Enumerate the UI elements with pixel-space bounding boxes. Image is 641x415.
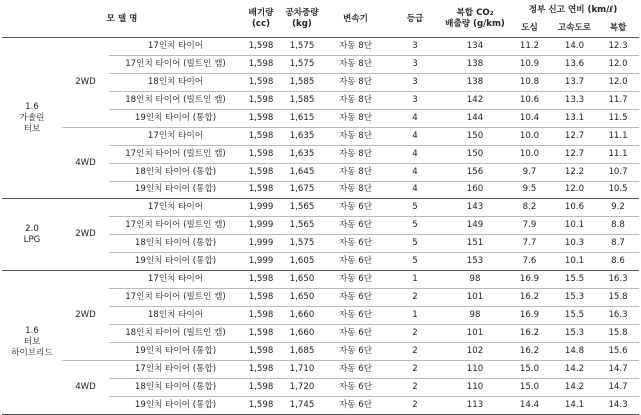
- co2-cell: 134: [443, 38, 507, 56]
- combined-cell: 12.3: [597, 38, 639, 56]
- displacement-cell: 1,598: [242, 38, 280, 56]
- co2-cell: 142: [443, 91, 507, 109]
- city-cell: 7.6: [507, 253, 552, 271]
- tire-cell: 18인치 타이어 (빌트인 캠): [109, 325, 242, 343]
- displacement-cell: 1,598: [242, 307, 280, 325]
- displacement-cell: 1,598: [242, 145, 280, 163]
- combined-cell: 16.3: [597, 307, 639, 325]
- tire-cell: 19인치 타이어 (통합): [109, 253, 242, 271]
- transmission-cell: 자동 6단: [324, 325, 387, 343]
- highway-cell: 15.3: [552, 325, 597, 343]
- weight-cell: 1,585: [280, 91, 324, 109]
- drive-cell: 4WD: [62, 127, 109, 199]
- tire-cell: 18인치 타이어: [109, 307, 242, 325]
- weight-cell: 1,660: [280, 307, 324, 325]
- weight-cell: 1,575: [280, 38, 324, 56]
- combined-cell: 15.6: [597, 342, 639, 360]
- drive-cell: 2WD: [62, 199, 109, 271]
- table-row: [2, 271, 639, 289]
- city-cell: 15.0: [507, 360, 552, 378]
- highway-cell: 15.5: [552, 271, 597, 289]
- grade-cell: 4: [387, 127, 443, 145]
- grade-cell: 2: [387, 396, 443, 414]
- co2-header: 복합 CO₂ 배출량 (g/km): [443, 1, 507, 38]
- highway-cell: 13.6: [552, 55, 597, 73]
- combined-cell: 8.8: [597, 217, 639, 235]
- weight-cell: 1,585: [280, 73, 324, 91]
- highway-cell: 14.2: [552, 378, 597, 396]
- combined-cell: 11.5: [597, 109, 639, 127]
- tire-cell: 18인치 타이어 (통합): [109, 235, 242, 253]
- displacement-cell: 1,598: [242, 127, 280, 145]
- highway-cell: 15.3: [552, 289, 597, 307]
- displacement-cell: 1,598: [242, 378, 280, 396]
- weight-cell: 1,675: [280, 181, 324, 199]
- transmission-cell: 자동 6단: [324, 289, 387, 307]
- co2-cell: 150: [443, 127, 507, 145]
- tire-cell: 17인치 타이어 (빌트인 캠): [109, 145, 242, 163]
- drive-cell: 2WD: [62, 38, 109, 128]
- co2-cell: 160: [443, 181, 507, 199]
- combined-cell: 8.6: [597, 253, 639, 271]
- city-cell: 16.9: [507, 271, 552, 289]
- transmission-cell: 자동 6단: [324, 342, 387, 360]
- weight-cell: 1,720: [280, 378, 324, 396]
- displacement-cell: 1,598: [242, 109, 280, 127]
- grade-cell: 5: [387, 199, 443, 217]
- combined-cell: 15.8: [597, 325, 639, 343]
- displacement-cell: 1,598: [242, 342, 280, 360]
- co2-cell: 113: [443, 396, 507, 414]
- transmission-cell: 자동 6단: [324, 199, 387, 217]
- highway-cell: 10.1: [552, 217, 597, 235]
- co2-cell: 149: [443, 217, 507, 235]
- weight-cell: 1,650: [280, 289, 324, 307]
- combined-cell: 14.7: [597, 360, 639, 378]
- displacement-cell: 1,598: [242, 360, 280, 378]
- city-cell: 10.0: [507, 145, 552, 163]
- transmission-cell: 자동 6단: [324, 396, 387, 414]
- displacement-cell: 1,598: [242, 325, 280, 343]
- combined-cell: 14.7: [597, 378, 639, 396]
- highway-cell: 15.5: [552, 307, 597, 325]
- transmission-cell: 자동 8단: [324, 109, 387, 127]
- city-cell: 9.7: [507, 163, 552, 181]
- highway-cell: 13.7: [552, 73, 597, 91]
- city-cell: 7.9: [507, 217, 552, 235]
- city-cell: 14.4: [507, 396, 552, 414]
- combined-cell: 8.7: [597, 235, 639, 253]
- table-row: [2, 38, 639, 56]
- grade-cell: 4: [387, 163, 443, 181]
- transmission-cell: 자동 8단: [324, 145, 387, 163]
- combined-cell: 11.7: [597, 91, 639, 109]
- co2-cell: 98: [443, 307, 507, 325]
- highway-cell: 12.0: [552, 181, 597, 199]
- tire-cell: 18인치 타이어 (빌트인 캠): [109, 91, 242, 109]
- weight-cell: 1,565: [280, 217, 324, 235]
- co2-cell: 144: [443, 109, 507, 127]
- co2-cell: 156: [443, 163, 507, 181]
- engine-cell: 2.0 LPG: [2, 199, 62, 271]
- displacement-cell: 1,999: [242, 253, 280, 271]
- weight-cell: 1,650: [280, 271, 324, 289]
- tire-cell: 17인치 타이어: [109, 271, 242, 289]
- combined-cell: 10.5: [597, 181, 639, 199]
- highway-cell: 10.3: [552, 235, 597, 253]
- city-cell: 10.9: [507, 55, 552, 73]
- combined-cell: 11.1: [597, 145, 639, 163]
- co2-cell: 150: [443, 145, 507, 163]
- co2-cell: 138: [443, 73, 507, 91]
- combined-cell: 14.3: [597, 396, 639, 414]
- grade-cell: 3: [387, 55, 443, 73]
- co2-cell: 102: [443, 342, 507, 360]
- co2-cell: 151: [443, 235, 507, 253]
- highway-cell: 13.1: [552, 109, 597, 127]
- grade-cell: 2: [387, 342, 443, 360]
- tire-cell: 19인치 타이어 (통합): [109, 342, 242, 360]
- efficiency-header: 정부 신고 연비 (km/ℓ): [528, 4, 618, 15]
- table-body: [2, 38, 639, 415]
- co2-cell: 143: [443, 199, 507, 217]
- displacement-cell: 1,598: [242, 55, 280, 73]
- displacement-header: 배기량 (cc): [242, 1, 280, 38]
- combined-cell: 10.7: [597, 163, 639, 181]
- transmission-cell: 자동 8단: [324, 163, 387, 181]
- grade-cell: 5: [387, 217, 443, 235]
- grade-cell: 2: [387, 378, 443, 396]
- combined-cell: 12.0: [597, 55, 639, 73]
- grade-header: 등급: [387, 1, 443, 38]
- co2-cell: 101: [443, 289, 507, 307]
- combined-cell: 12.0: [597, 73, 639, 91]
- model-header: 모 델 명: [2, 1, 242, 38]
- grade-cell: 4: [387, 181, 443, 199]
- city-cell: 10.6: [507, 91, 552, 109]
- highway-cell: 14.2: [552, 360, 597, 378]
- weight-cell: 1,635: [280, 127, 324, 145]
- weight-cell: 1,635: [280, 145, 324, 163]
- table-row: [2, 127, 639, 145]
- grade-cell: 1: [387, 271, 443, 289]
- tire-cell: 17인치 타이어 (빌트인 캠): [109, 217, 242, 235]
- highway-cell: 13.3: [552, 91, 597, 109]
- tire-cell: 17인치 타이어: [109, 38, 242, 56]
- weight-cell: 1,605: [280, 253, 324, 271]
- tire-cell: 19인치 타이어 (통합): [109, 396, 242, 414]
- grade-cell: 4: [387, 145, 443, 163]
- weight-cell: 1,575: [280, 235, 324, 253]
- tire-cell: 17인치 타이어: [109, 199, 242, 217]
- transmission-cell: 자동 6단: [324, 271, 387, 289]
- combined-cell: 11.1: [597, 127, 639, 145]
- displacement-cell: 1,999: [242, 217, 280, 235]
- grade-cell: 2: [387, 360, 443, 378]
- grade-cell: 3: [387, 73, 443, 91]
- highway-header: 고속도로: [552, 19, 597, 38]
- table-row: [2, 199, 639, 217]
- transmission-cell: 자동 8단: [324, 73, 387, 91]
- displacement-cell: 1,999: [242, 235, 280, 253]
- city-cell: 15.0: [507, 378, 552, 396]
- displacement-cell: 1,598: [242, 181, 280, 199]
- displacement-cell: 1,598: [242, 289, 280, 307]
- city-cell: 9.5: [507, 181, 552, 199]
- transmission-cell: 자동 8단: [324, 91, 387, 109]
- transmission-header: 변속기: [324, 1, 387, 38]
- transmission-cell: 자동 8단: [324, 55, 387, 73]
- transmission-cell: 자동 6단: [324, 360, 387, 378]
- displacement-cell: 1,598: [242, 396, 280, 414]
- displacement-cell: 1,598: [242, 163, 280, 181]
- combined-header: 복합: [597, 19, 639, 38]
- transmission-cell: 자동 6단: [324, 253, 387, 271]
- grade-cell: 2: [387, 289, 443, 307]
- highway-cell: 14.0: [552, 38, 597, 56]
- co2-cell: 138: [443, 55, 507, 73]
- transmission-cell: 자동 8단: [324, 181, 387, 199]
- combined-cell: 9.2: [597, 199, 639, 217]
- weight-cell: 1,710: [280, 360, 324, 378]
- city-cell: 10.0: [507, 127, 552, 145]
- tire-cell: 17인치 타이어 (빌트인 캠): [109, 55, 242, 73]
- highway-cell: 14.8: [552, 342, 597, 360]
- weight-cell: 1,685: [280, 342, 324, 360]
- weight-cell: 1,565: [280, 199, 324, 217]
- co2-cell: 101: [443, 325, 507, 343]
- tire-cell: 18인치 타이어: [109, 73, 242, 91]
- highway-cell: 12.2: [552, 163, 597, 181]
- weight-cell: 1,645: [280, 163, 324, 181]
- weight-cell: 1,615: [280, 109, 324, 127]
- combined-cell: 15.8: [597, 289, 639, 307]
- tire-cell: 17인치 타이어 (통합): [109, 360, 242, 378]
- city-cell: 16.9: [507, 307, 552, 325]
- transmission-cell: 자동 6단: [324, 235, 387, 253]
- displacement-cell: 1,598: [242, 271, 280, 289]
- co2-cell: 98: [443, 271, 507, 289]
- highway-cell: 12.7: [552, 127, 597, 145]
- drive-cell: 2WD: [62, 271, 109, 361]
- weight-cell: 1,745: [280, 396, 324, 414]
- combined-cell: 16.3: [597, 271, 639, 289]
- displacement-cell: 1,999: [242, 199, 280, 217]
- highway-cell: 10.1: [552, 253, 597, 271]
- weight-cell: 1,575: [280, 55, 324, 73]
- transmission-cell: 자동 6단: [324, 307, 387, 325]
- city-cell: 8.2: [507, 199, 552, 217]
- grade-cell: 2: [387, 325, 443, 343]
- tire-cell: 19인치 타이어 (통합): [109, 181, 242, 199]
- transmission-cell: 자동 8단: [324, 38, 387, 56]
- city-cell: 16.2: [507, 289, 552, 307]
- fuel-efficiency-table: [2, 1, 639, 415]
- city-cell: 11.2: [507, 38, 552, 56]
- weight-cell: 1,660: [280, 325, 324, 343]
- grade-cell: 5: [387, 253, 443, 271]
- highway-cell: 10.6: [552, 199, 597, 217]
- displacement-cell: 1,598: [242, 91, 280, 109]
- grade-cell: 1: [387, 307, 443, 325]
- grade-cell: 3: [387, 91, 443, 109]
- city-header: 도심: [507, 19, 552, 38]
- city-cell: 10.4: [507, 109, 552, 127]
- transmission-cell: 자동 6단: [324, 378, 387, 396]
- engine-cell: 1.6 터보 하이브리드: [2, 271, 62, 415]
- transmission-cell: 자동 6단: [324, 217, 387, 235]
- weight-header: 공차중량 (kg): [280, 1, 324, 38]
- co2-cell: 153: [443, 253, 507, 271]
- city-cell: 16.2: [507, 325, 552, 343]
- grade-cell: 3: [387, 38, 443, 56]
- transmission-cell: 자동 8단: [324, 127, 387, 145]
- city-cell: 16.2: [507, 342, 552, 360]
- grade-cell: 4: [387, 109, 443, 127]
- city-cell: 10.8: [507, 73, 552, 91]
- highway-cell: 14.1: [552, 396, 597, 414]
- tire-cell: 17인치 타이어 (빌트인 캠): [109, 289, 242, 307]
- drive-cell: 4WD: [62, 360, 109, 414]
- grade-cell: 5: [387, 235, 443, 253]
- displacement-cell: 1,598: [242, 73, 280, 91]
- tire-cell: 18인치 타이어 (통합): [109, 163, 242, 181]
- highway-cell: 12.7: [552, 145, 597, 163]
- table-row: [2, 360, 639, 378]
- tire-cell: 17인치 타이어: [109, 127, 242, 145]
- table-header: [2, 1, 639, 38]
- tire-cell: 19인치 타이어 (통합): [109, 109, 242, 127]
- co2-cell: 110: [443, 360, 507, 378]
- engine-cell: 1.6 가솔린 터보: [2, 38, 62, 199]
- city-cell: 7.7: [507, 235, 552, 253]
- co2-cell: 110: [443, 378, 507, 396]
- tire-cell: 18인치 타이어 (통합): [109, 378, 242, 396]
